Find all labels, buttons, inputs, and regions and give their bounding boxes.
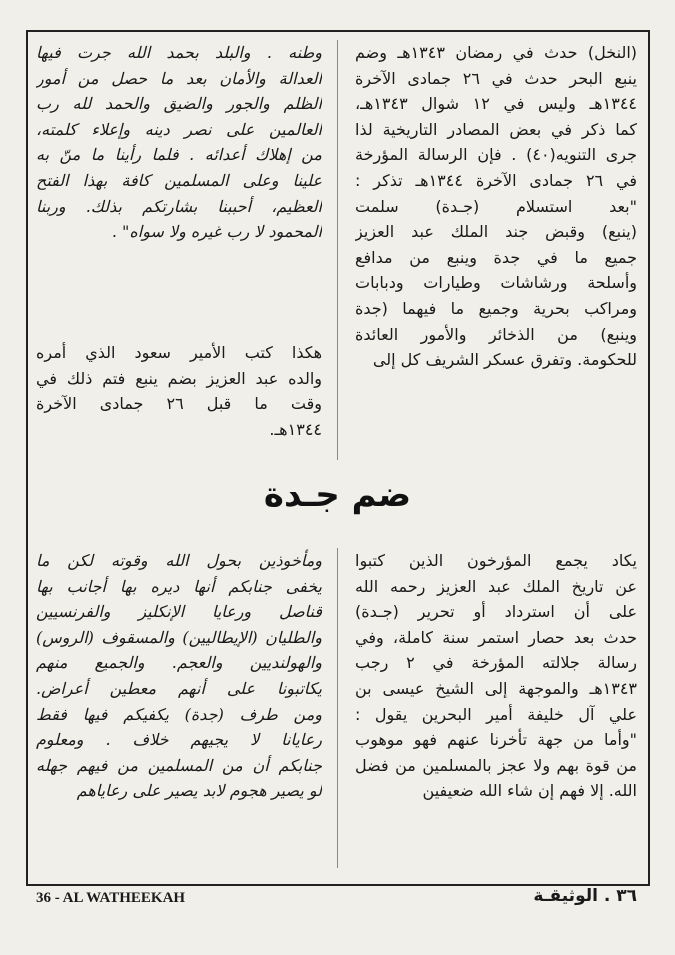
- text-line: "بعد استسلام (جـدة) سلمت: [355, 196, 637, 216]
- text-line: في ٢٦ جمادى الآخرة ١٣٤٤هـ تذكر :: [355, 170, 637, 190]
- lower-left-column: [36, 548, 322, 804]
- upper-right-column: [355, 40, 637, 373]
- upper-column-divider: [337, 40, 338, 460]
- text-line: وأسلحة ورشاشات وطيارات ودبابات: [355, 273, 637, 293]
- text-line: علينا وعلى المسلمين كافة بهذا الفتح: [36, 170, 322, 190]
- text-line: والده عبد العزيز بضم ينبع فتم ذلك في: [36, 368, 322, 388]
- text-line: الله. إلا فهم إن شاء الله ضعيفين: [422, 781, 637, 801]
- text-line: العالمين على نصر دينه وإعلاء كلمته،: [36, 119, 322, 139]
- text-line: كما ذكر في بعض المصادر التاريخية لذا: [355, 119, 637, 139]
- text-line: يكاد يجمع المؤرخون الذين كتبوا: [355, 551, 637, 570]
- text-line: قناصل ورعايا الإنكليز والفرنسيين: [36, 602, 322, 622]
- text-line: والطليان (الإيطاليين) والمسقوف (الروس): [36, 627, 322, 647]
- text-line: الظلم والجور والضيق والحمد لله رب: [36, 94, 322, 114]
- upper-left-paragraph: [36, 340, 322, 442]
- text-line: ومأخوذين بحول الله وقوته لكن ما: [36, 551, 322, 570]
- text-line: رسالة جلالته المؤرخة في ٢ رجب: [355, 653, 637, 673]
- text-line: يخفى جنابكم أنها ديره بها أجانب بها: [36, 576, 322, 596]
- text-line: للحكومة. وتفرق عسكر الشريف كل إلى: [372, 350, 637, 370]
- text-line: ومن طرف (جدة) يكفيكم فيها فقط: [36, 704, 322, 724]
- text-line: (ينبع) وقبض جند الملك عبد العزيز: [355, 222, 637, 242]
- text-line: لو يصير هجوم لابد يصير على رعاياهم: [76, 781, 322, 801]
- text-line: جرى التنويه(٤٠) . فإن الرسالة المؤرخة: [355, 145, 637, 165]
- text-line: رعايانا لا يجيهم خلاف . ومعلوم: [36, 730, 322, 750]
- text-line: العظيم، أحببنا بشارتكم بذلك. وربنا: [36, 196, 322, 216]
- text-line: وقت ما قبل ٢٦ جمادى الآخرة: [36, 394, 322, 414]
- footer-page-label-arabic: ٣٦ . الوثيقـة: [533, 886, 637, 906]
- lower-right-column: [355, 548, 637, 804]
- text-line: ١٣٤٤هـ وليس في ١٢ شوال ١٣٤٣هـ،: [355, 94, 637, 114]
- text-line: هكذا كتب الأمير سعود الذي أمره: [36, 343, 322, 362]
- text-line: وينبع) من الذخائر والأمور العائدة: [355, 324, 637, 344]
- text-line: عن تاريخ الملك عبد العزيز رحمه الله: [355, 576, 637, 596]
- footer-page-label: 36 - AL WATHEEKAH: [36, 890, 186, 906]
- text-line: ١٣٤٤هـ.: [269, 419, 322, 439]
- text-line: من إهلاك أعدائه . فلما رأينا ما منّ به: [36, 145, 322, 165]
- lower-column-divider: [337, 548, 338, 868]
- text-line: ومراكب بحرية وجميع ما فيهما (جدة: [355, 298, 637, 318]
- text-line: وطنه . والبلد بحمد الله جرت فيها: [36, 43, 322, 62]
- text-line: العدالة والأمان بعد ما حصل من أمور: [36, 68, 322, 88]
- text-line: علي آل خليفة أمير البحرين يقول :: [355, 704, 637, 724]
- upper-left-quote: [36, 40, 322, 245]
- text-line: والهولنديين والعجم. والجميع منهم: [36, 653, 322, 673]
- section-title: ضم جـدة: [263, 475, 412, 515]
- text-line: جميع ما في جدة وينبع من مدافع: [355, 247, 637, 267]
- text-line: المحمود لا رب غيره ولا سواه" .: [111, 222, 322, 242]
- text-line: جنابكم أن من المسلمين من فيهم جهله: [36, 755, 322, 775]
- text-line: (النخل) حدث في رمضان ١٣٤٣هـ وضم: [355, 43, 637, 62]
- text-line: يكاتبونا على أنهم معطين أعراض.: [36, 678, 322, 698]
- text-line: "وأما من جهة تأخرنا عنهم فهو موهوب: [355, 730, 637, 750]
- text-line: حدث بعد حصار استمر سنة كاملة، وفي: [355, 627, 637, 647]
- text-line: من قوة بهم ولا عجز بالمسلمين من فضل: [355, 755, 637, 775]
- text-line: على أن استرداد أو تحرير (جـدة): [355, 602, 637, 622]
- text-line: ١٣٤٣هـ والموجهة إلى الشيخ عيسى بن: [355, 678, 637, 698]
- text-line: ينبع البحر حدث في ٢٦ جمادى الآخرة: [355, 68, 637, 88]
